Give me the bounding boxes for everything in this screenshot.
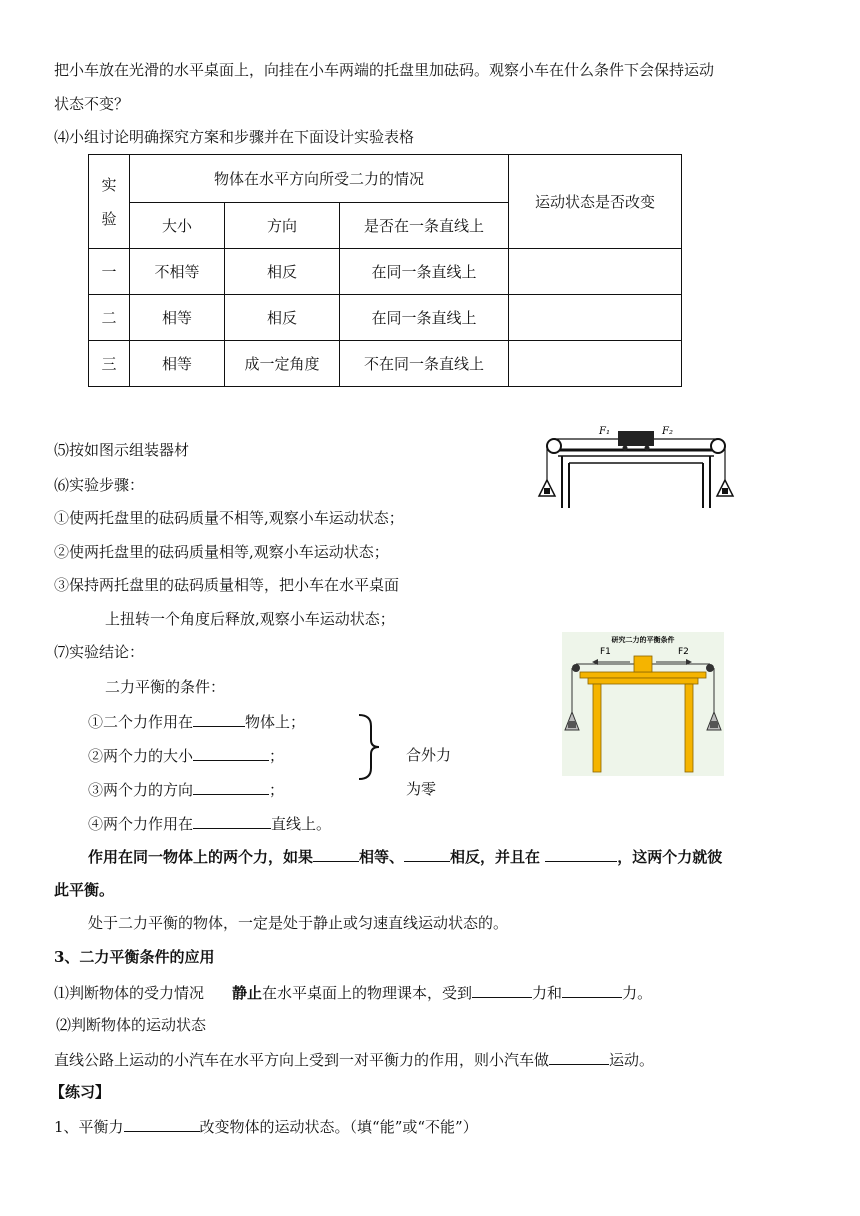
- brace-icon: [355, 712, 385, 782]
- step7-text: ⑺实验结论：: [54, 643, 145, 661]
- application-2-heading: ⑵判断物体的运动状态: [56, 1016, 207, 1034]
- group-header: 物体在水平方向所受二力的情况: [130, 155, 509, 203]
- blank[interactable]: [313, 846, 359, 862]
- cell-direction: 成一定角度: [225, 341, 340, 387]
- blank[interactable]: [404, 846, 450, 862]
- step-item: ②使两托盘里的砝码质量相等,观察小车运动状态；: [54, 543, 389, 561]
- cell-line: 不在同一条直线上: [340, 341, 509, 387]
- row-number: 一: [89, 249, 130, 295]
- intro-line-2: 状态不变？: [54, 95, 130, 113]
- application-1: ⑴判断物体的受力情况 静止在水平桌面上的物理课本，受到 力和 力。: [54, 984, 653, 1002]
- cell-direction: 相反: [225, 295, 340, 341]
- apparatus-figure-1: [536, 418, 736, 510]
- step-item: ③保持两托盘里的砝码质量相等，把小车在水平桌面: [54, 576, 400, 594]
- cell-motion[interactable]: [509, 341, 682, 387]
- step4-text: ⑷小组讨论明确探究方案和步骤并在下面设计实验表格: [54, 128, 415, 146]
- condition-1: ①二个力作用在 物体上；: [88, 713, 306, 731]
- header-size: 大小: [130, 203, 225, 249]
- blank[interactable]: [193, 813, 271, 829]
- header-line: 是否在一条直线上: [340, 203, 509, 249]
- motion-header: 运动状态是否改变: [509, 155, 682, 249]
- fig2-f1-label: F1: [600, 647, 611, 657]
- blank[interactable]: [124, 1116, 200, 1132]
- question-1: 1、平衡力 改变物体的运动状态。（填“能”或“不能”）: [54, 1118, 478, 1136]
- table-row: [89, 341, 682, 387]
- row-number: 二: [89, 295, 130, 341]
- step5-text: ⑸按如图示组装器材: [54, 441, 190, 459]
- cell-size: 不相等: [130, 249, 225, 295]
- blank[interactable]: [193, 779, 269, 795]
- experiment-table: [88, 154, 682, 387]
- blank[interactable]: [562, 982, 622, 998]
- condition-4: ④两个力作用在 直线上。: [88, 815, 332, 833]
- intro-line-1: 把小车放在光滑的水平桌面上，向挂在小车两端的托盘里加砝码。观察小车在什么条件下会保持运动: [54, 61, 715, 79]
- brace-note-2: 为零: [406, 780, 437, 798]
- conclusion-line: 作用在同一物体上的两个力，如果 相等、 相反，并且在 ，这两个力就彼: [88, 848, 723, 866]
- conditions-title: 二力平衡的条件：: [105, 678, 226, 696]
- application-2-text: 直线公路上运动的小汽车在水平方向上受到一对平衡力的作用，则小汽车做 运动。: [54, 1051, 655, 1069]
- cell-size: 相等: [130, 295, 225, 341]
- cell-motion[interactable]: [509, 295, 682, 341]
- step6-text: ⑹实验步骤：: [54, 476, 145, 494]
- fig2-title: 研究二力的平衡条件: [611, 636, 675, 644]
- exp-char-2: 验: [101, 209, 117, 228]
- conclusion-end: 此平衡。: [54, 881, 115, 899]
- blank[interactable]: [193, 711, 245, 727]
- cell-line: 在同一条直线上: [340, 249, 509, 295]
- cell-line: 在同一条直线上: [340, 295, 509, 341]
- step-item: 上扭转一个角度后释放,观察小车运动状态；: [105, 610, 395, 628]
- cell-size: 相等: [130, 341, 225, 387]
- exp-char-1: 实: [101, 175, 117, 194]
- step-item: ①使两托盘里的砝码质量不相等,观察小车运动状态；: [54, 509, 404, 527]
- cell-direction: 相反: [225, 249, 340, 295]
- fig2-f2-label: F2: [678, 647, 689, 657]
- cell-motion[interactable]: [509, 249, 682, 295]
- blank[interactable]: [549, 1049, 609, 1065]
- blank[interactable]: [472, 982, 532, 998]
- row-number: 三: [89, 341, 130, 387]
- note-text: 处于二力平衡的物体，一定是处于静止或匀速直线运动状态的。: [88, 914, 509, 932]
- header-direction: 方向: [225, 203, 340, 249]
- condition-2: ②两个力的大小 ；: [88, 747, 285, 765]
- blank[interactable]: [193, 745, 269, 761]
- practice-heading: 【练习】: [50, 1083, 111, 1101]
- fig1-f2-label: F₂: [662, 426, 673, 437]
- fig1-f1-label: F₁: [599, 426, 610, 437]
- table-row: [89, 249, 682, 295]
- blank[interactable]: [545, 846, 617, 862]
- table-row: [89, 295, 682, 341]
- condition-3: ③两个力的方向 ；: [88, 781, 285, 799]
- apparatus-figure-2: [562, 632, 724, 776]
- section3-heading: 3、二力平衡条件的应用: [54, 948, 215, 966]
- experiment-header-cell: [89, 155, 130, 249]
- brace-note-1: 合外力: [406, 746, 452, 764]
